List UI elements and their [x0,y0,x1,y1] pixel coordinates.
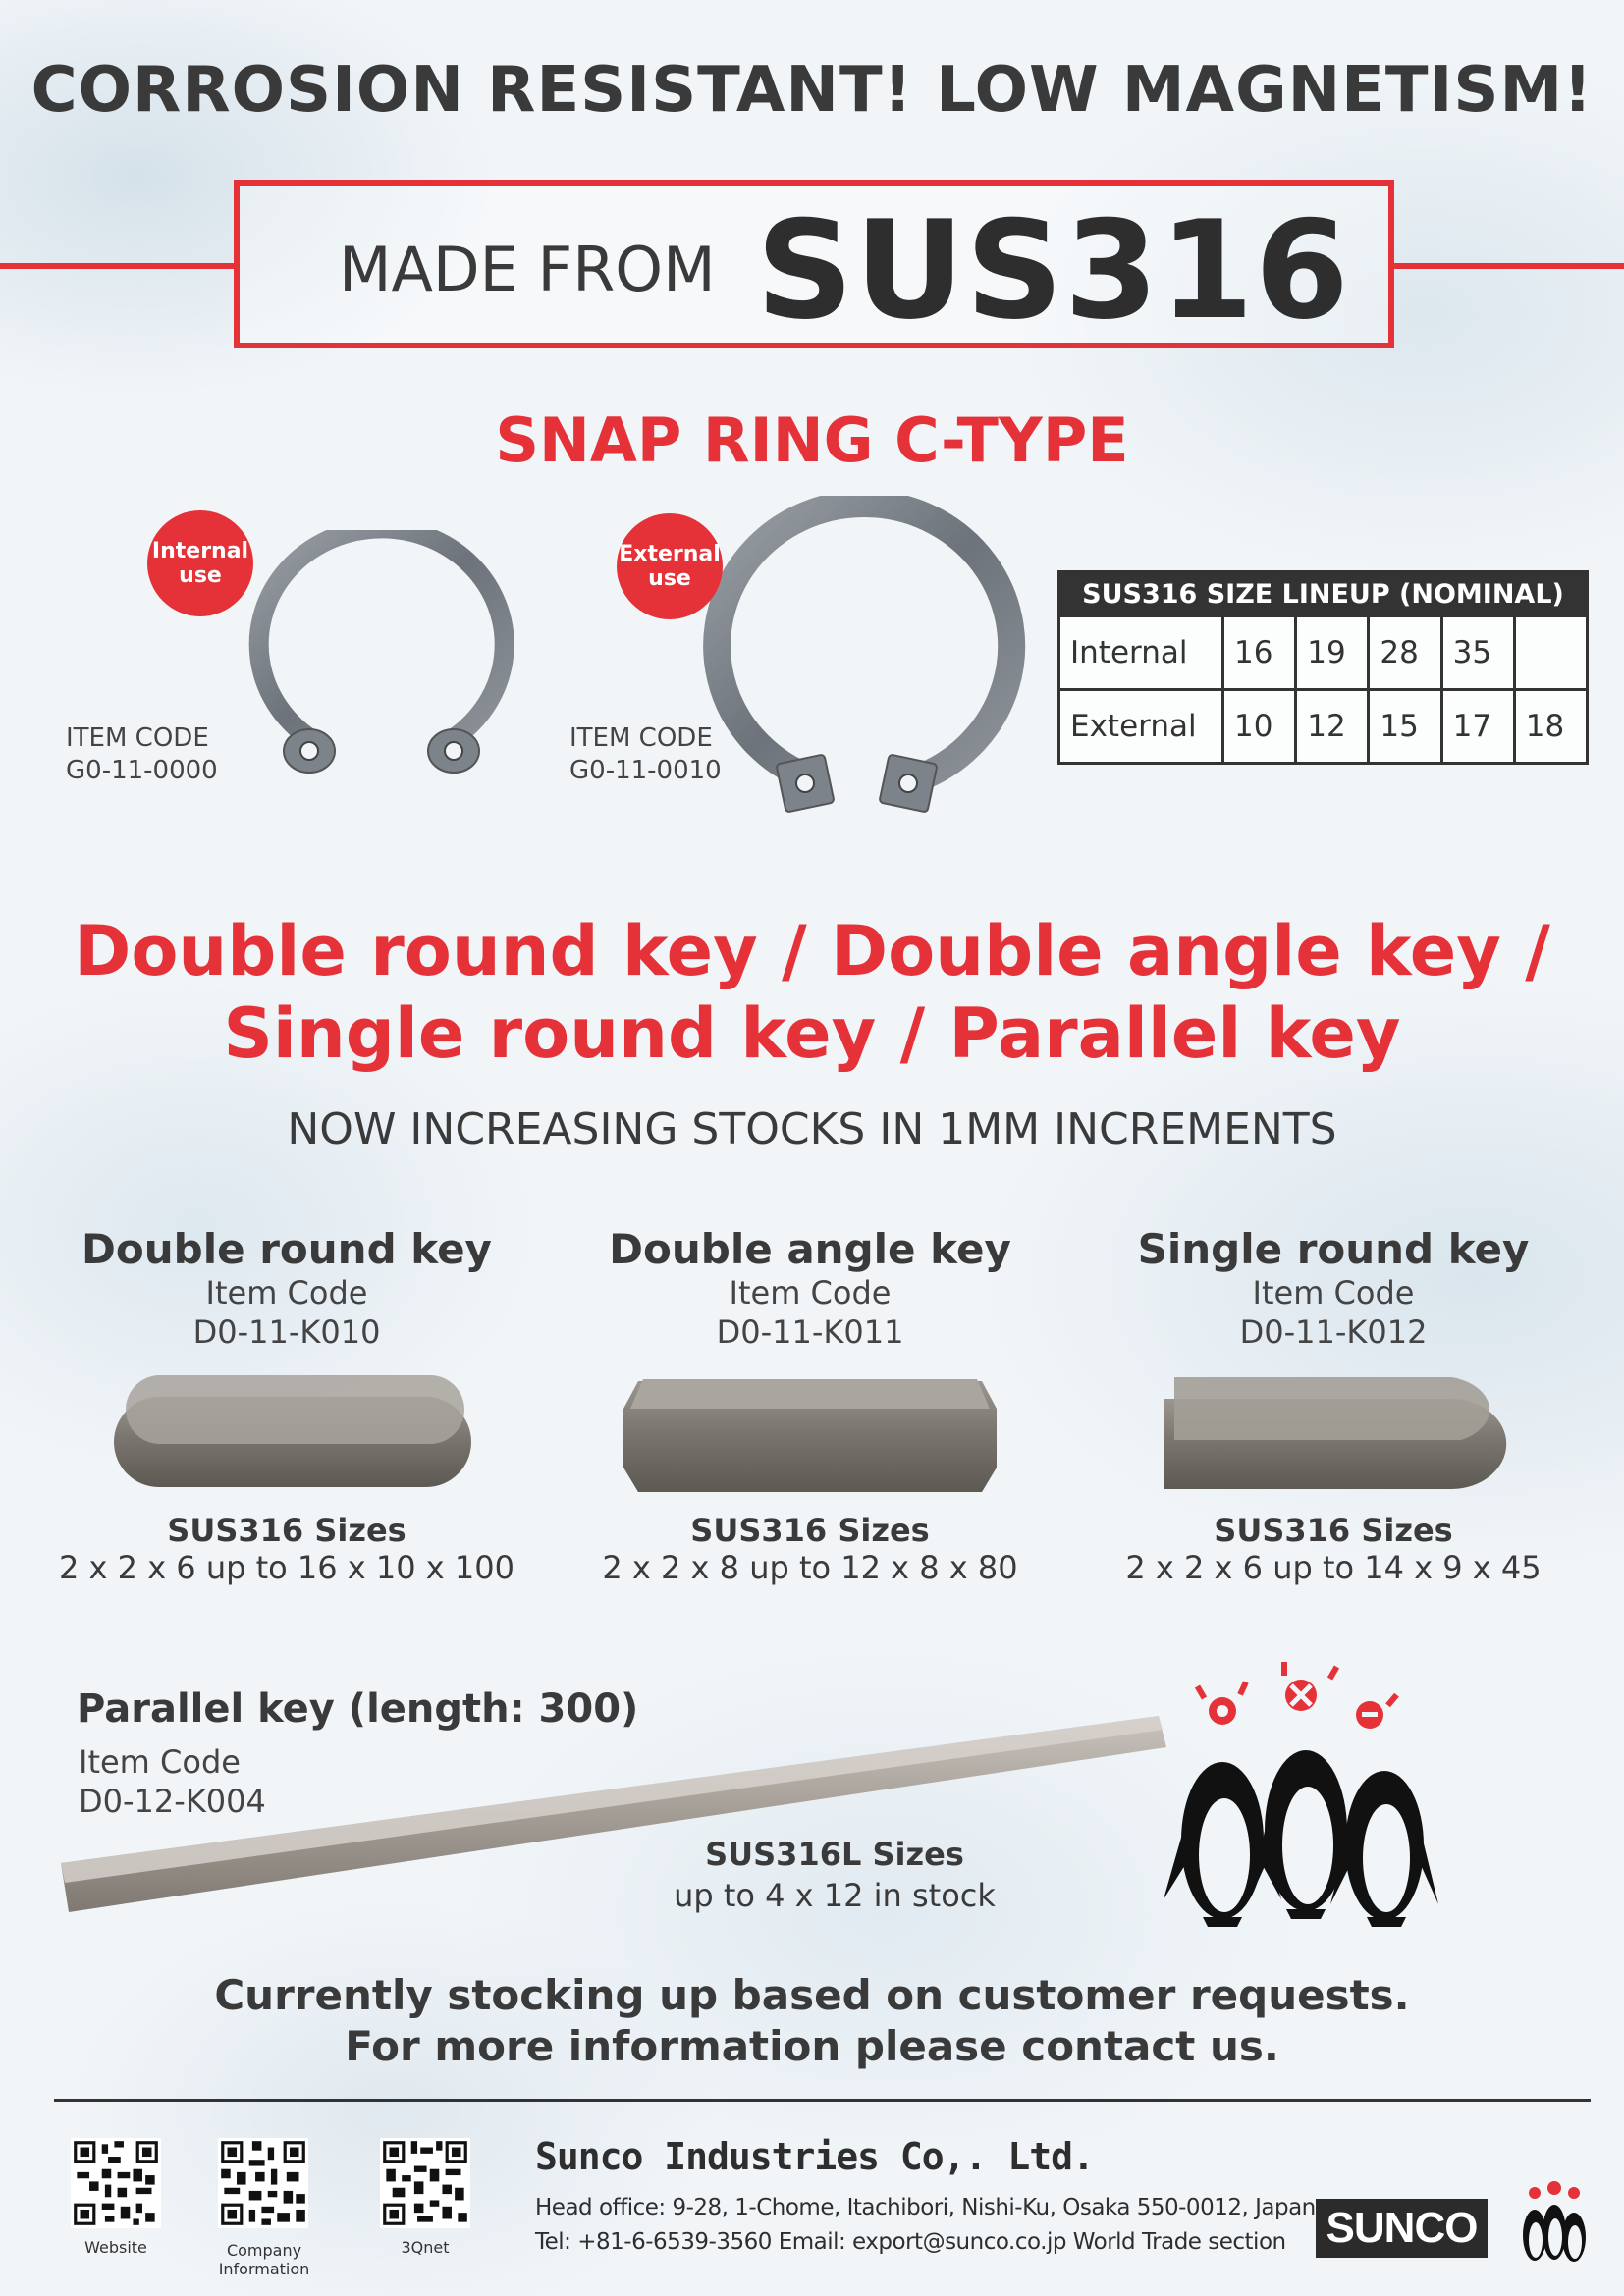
parallel-code-value: D0-12-K004 [79,1783,266,1820]
double-angle-key-sizes [535,1512,1085,1586]
size-lineup-table [1057,570,1589,765]
external-code-label: ITEM CODE [569,723,713,753]
lineup-cell: 17 [1441,690,1514,764]
key-size-range: 2 x 2 x 8 up to 12 x 8 x 80 [602,1549,1018,1586]
red-rule-right [1394,263,1624,269]
double-round-key-image [106,1369,479,1497]
internal-item-code [66,722,218,787]
key-code-label: Item Code [205,1274,368,1311]
red-rule-left [0,263,234,269]
footer-divider [54,2099,1591,2102]
key-code: D0-11-K010 [192,1313,381,1351]
lineup-row-label: External [1059,690,1223,764]
single-round-key-block [1058,1225,1608,1352]
company-tel-email: Tel: +81-6-6539-3560 Email: export@sunco.co.jp World Trade section [535,2229,1286,2255]
internal-use-badge [147,510,253,616]
lineup-cell: 15 [1369,690,1441,764]
company-information-qr-code[interactable] [218,2138,308,2228]
external-snap-ring-image [687,496,1041,825]
made-from-label: MADE FROM [339,234,716,305]
closing-line2: For more information please contact us. [345,2022,1279,2070]
external-use-badge [617,513,723,619]
keys-title-line1: Double round key / Double angle key / [74,911,1550,991]
key-size-range: 2 x 2 x 6 up to 14 x 9 x 45 [1125,1549,1542,1586]
company-address: Head office: 9-28, 1-Chome, Itachibori, Nishi-Ku, Osaka 550-0012, Japan [535,2195,1316,2220]
lineup-row-external [1059,690,1588,764]
parallel-key-title: Parallel key (length: 300) [77,1686,639,1732]
parallel-size-heading: SUS316L Sizes [705,1836,964,1873]
external-item-code [569,722,722,787]
penguins-illustration [1144,1654,1458,1939]
key-code: D0-11-K011 [716,1313,904,1351]
lineup-cell: 28 [1369,616,1441,690]
sunco-logo: SUNCO [1316,2199,1488,2258]
company-contact [535,2191,1316,2260]
headline: CORROSION RESISTANT! LOW MAGNETISM! [30,54,1594,127]
parallel-size-range: up to 4 x 12 in stock [674,1877,996,1914]
3qnet-qr-code[interactable] [380,2138,470,2228]
double-angle-key-block [535,1225,1085,1352]
penguins-logo-icon [1510,2181,1598,2269]
key-size-heading: SUS316 Sizes [690,1512,930,1549]
company-name: Sunco Industries Co,. Ltd. [535,2135,1094,2178]
website-qr-code[interactable] [71,2138,161,2228]
material-name: SUS316 [756,191,1350,349]
keys-title-line2: Single round key / Parallel key [223,993,1401,1074]
size-lineup-header: SUS316 SIZE LINEUP (NOMINAL) [1059,572,1588,616]
single-round-key-image [1157,1369,1515,1497]
key-size-range: 2 x 2 x 6 up to 16 x 10 x 100 [59,1549,514,1586]
qr-label-website: Website [84,2238,147,2257]
key-code-label: Item Code [1252,1274,1415,1311]
lineup-row-label: Internal [1059,616,1223,690]
key-code: D0-11-K012 [1239,1313,1428,1351]
lineup-cell: 19 [1296,616,1369,690]
lineup-cell: 10 [1223,690,1296,764]
external-badge-line2: use [648,566,691,591]
external-badge-line1: External [619,542,721,566]
key-name: Double round key [81,1225,492,1273]
external-code-value: G0-11-0010 [569,756,722,785]
lineup-cell: 18 [1514,690,1587,764]
key-size-heading: SUS316 Sizes [167,1512,406,1549]
internal-code-label: ITEM CODE [66,723,209,753]
lineup-cell: 35 [1441,616,1514,690]
double-round-key-sizes [12,1512,562,1586]
lineup-row-internal [1059,616,1588,690]
lineup-cell: 16 [1223,616,1296,690]
lineup-cell [1514,616,1587,690]
key-size-heading: SUS316 Sizes [1214,1512,1453,1549]
internal-badge-line2: use [179,563,222,588]
internal-code-value: G0-11-0000 [66,756,218,785]
qr-label-3qnet: 3Qnet [401,2238,450,2257]
lineup-cell: 12 [1296,690,1369,764]
key-code-label: Item Code [729,1274,892,1311]
single-round-key-sizes [1058,1512,1608,1586]
internal-badge-line1: Internal [151,539,249,563]
snap-ring-title: SNAP RING C-TYPE [495,404,1129,476]
closing-line1: Currently stocking up based on customer requests. [214,1971,1410,2019]
double-round-key-block [12,1225,562,1352]
parallel-code-label: Item Code [79,1743,241,1781]
qr-label-company-information: Company Information [218,2241,310,2278]
stock-increments-line: NOW INCREASING STOCKS IN 1MM INCREMENTS [287,1104,1337,1154]
double-angle-key-image [619,1369,1001,1497]
key-name: Single round key [1137,1225,1530,1273]
key-name: Double angle key [609,1225,1011,1273]
